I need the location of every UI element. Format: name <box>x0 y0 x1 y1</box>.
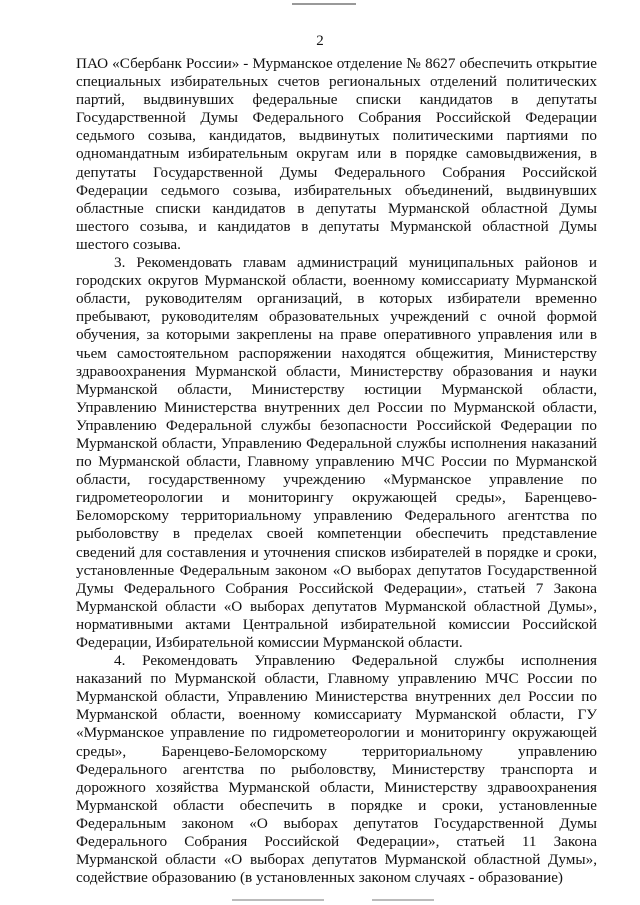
paragraph-item-3: 3. Рекомендовать главам администраций муниципальных районов и городских округов Мурманской области, военному комиссариату Мурманской области, руководителям организаций, в которых избиратели временно пребывают, руководителям образовательных учреждений с очной формой обучения, за которыми закреплены на праве оперативного управления или в чьем самостоятельном распоряжении находятся общежития, Министерству здравоохранения Мурманской области, Министерству образования и науки Мурманской области, Министерству юстиции Мурманской области, Управлению Министерства внутренних дел России по Мурманской области, Управлению Федеральной службы безопасности Российской Федерации по Мурманской области, Управлению Федеральной службы исполнения наказаний по Мурманской области, Главному управлению МЧС России по Мурманской области, государственному учреждению «Мурманское управление по гидрометеорологии и мониторингу окружающей среды», Баренцево-Беломорскому территориальному управлению Федерального агентства по рыболовству в пределах своей компетенции обеспечить представление сведений для составления и уточнения списков избирателей в порядке и сроки, установленные Федеральным законом «О выборах депутатов Государственной Думы Федерального Собрания Российской Федерации», статьей 7 Закона Мурманской области «О выборах депутатов Мурманской областной Думы», нормативными актами Центральной избирательной комиссии Российской Федерации, Избирательной комиссии Мурманской области. <box>76 254 597 651</box>
document-body <box>76 55 597 887</box>
page-number: 2 <box>316 33 324 49</box>
paragraph-item-4: 4. Рекомендовать Управлению Федеральной службы исполнения наказаний по Мурманской области, Главному управлению МЧС России по Мурманской области, Управлению Министерства внутренних дел России по Мурманской области, военному комиссариату Мурманской области, ГУ «Мурманское управление по гидрометеорологии и мониторингу окружающей среды», Баренцево-Беломорскому территориальному управлению Федерального агентства по рыболовству, Министерству транспорта и дорожного хозяйства Мурманской области, Министерству здравоохранения Мурманской области обеспечить в порядке и сроки, установленные Федеральным законом «О выборах депутатов Государственной Думы Федерального Собрания Российской Федерации», статьей 11 Закона Мурманской области «О выборах депутатов Мурманской областной Думы», содействие образованию (в установленных законом случаях - образование) <box>76 652 597 887</box>
bottom-scan-artifact-right <box>372 899 434 901</box>
bottom-scan-artifact-left <box>232 899 324 901</box>
paragraph-continuation: ПАО «Сбербанк России» - Мурманское отделение № 8627 обеспечить открытие специальных избирательных счетов региональных отделений политических партий, выдвинувших федеральные списки кандидатов в депутаты Государственной Думы Федерального Собрания Российской Федерации седьмого созыва, кандидатов, выдвинутых политическими партиями по одномандатным избирательным округам или в порядке самовыдвижения, в депутаты Государственной Думы Федерального Собрания Российской Федерации седьмого созыва, избирательных объединений, выдвинувших областные списки кандидатов в депутаты Мурманской областной Думы шестого созыва, и кандидатов в депутаты Мурманской областной Думы шестого созыва. <box>76 55 597 253</box>
top-scan-artifact <box>292 0 356 5</box>
